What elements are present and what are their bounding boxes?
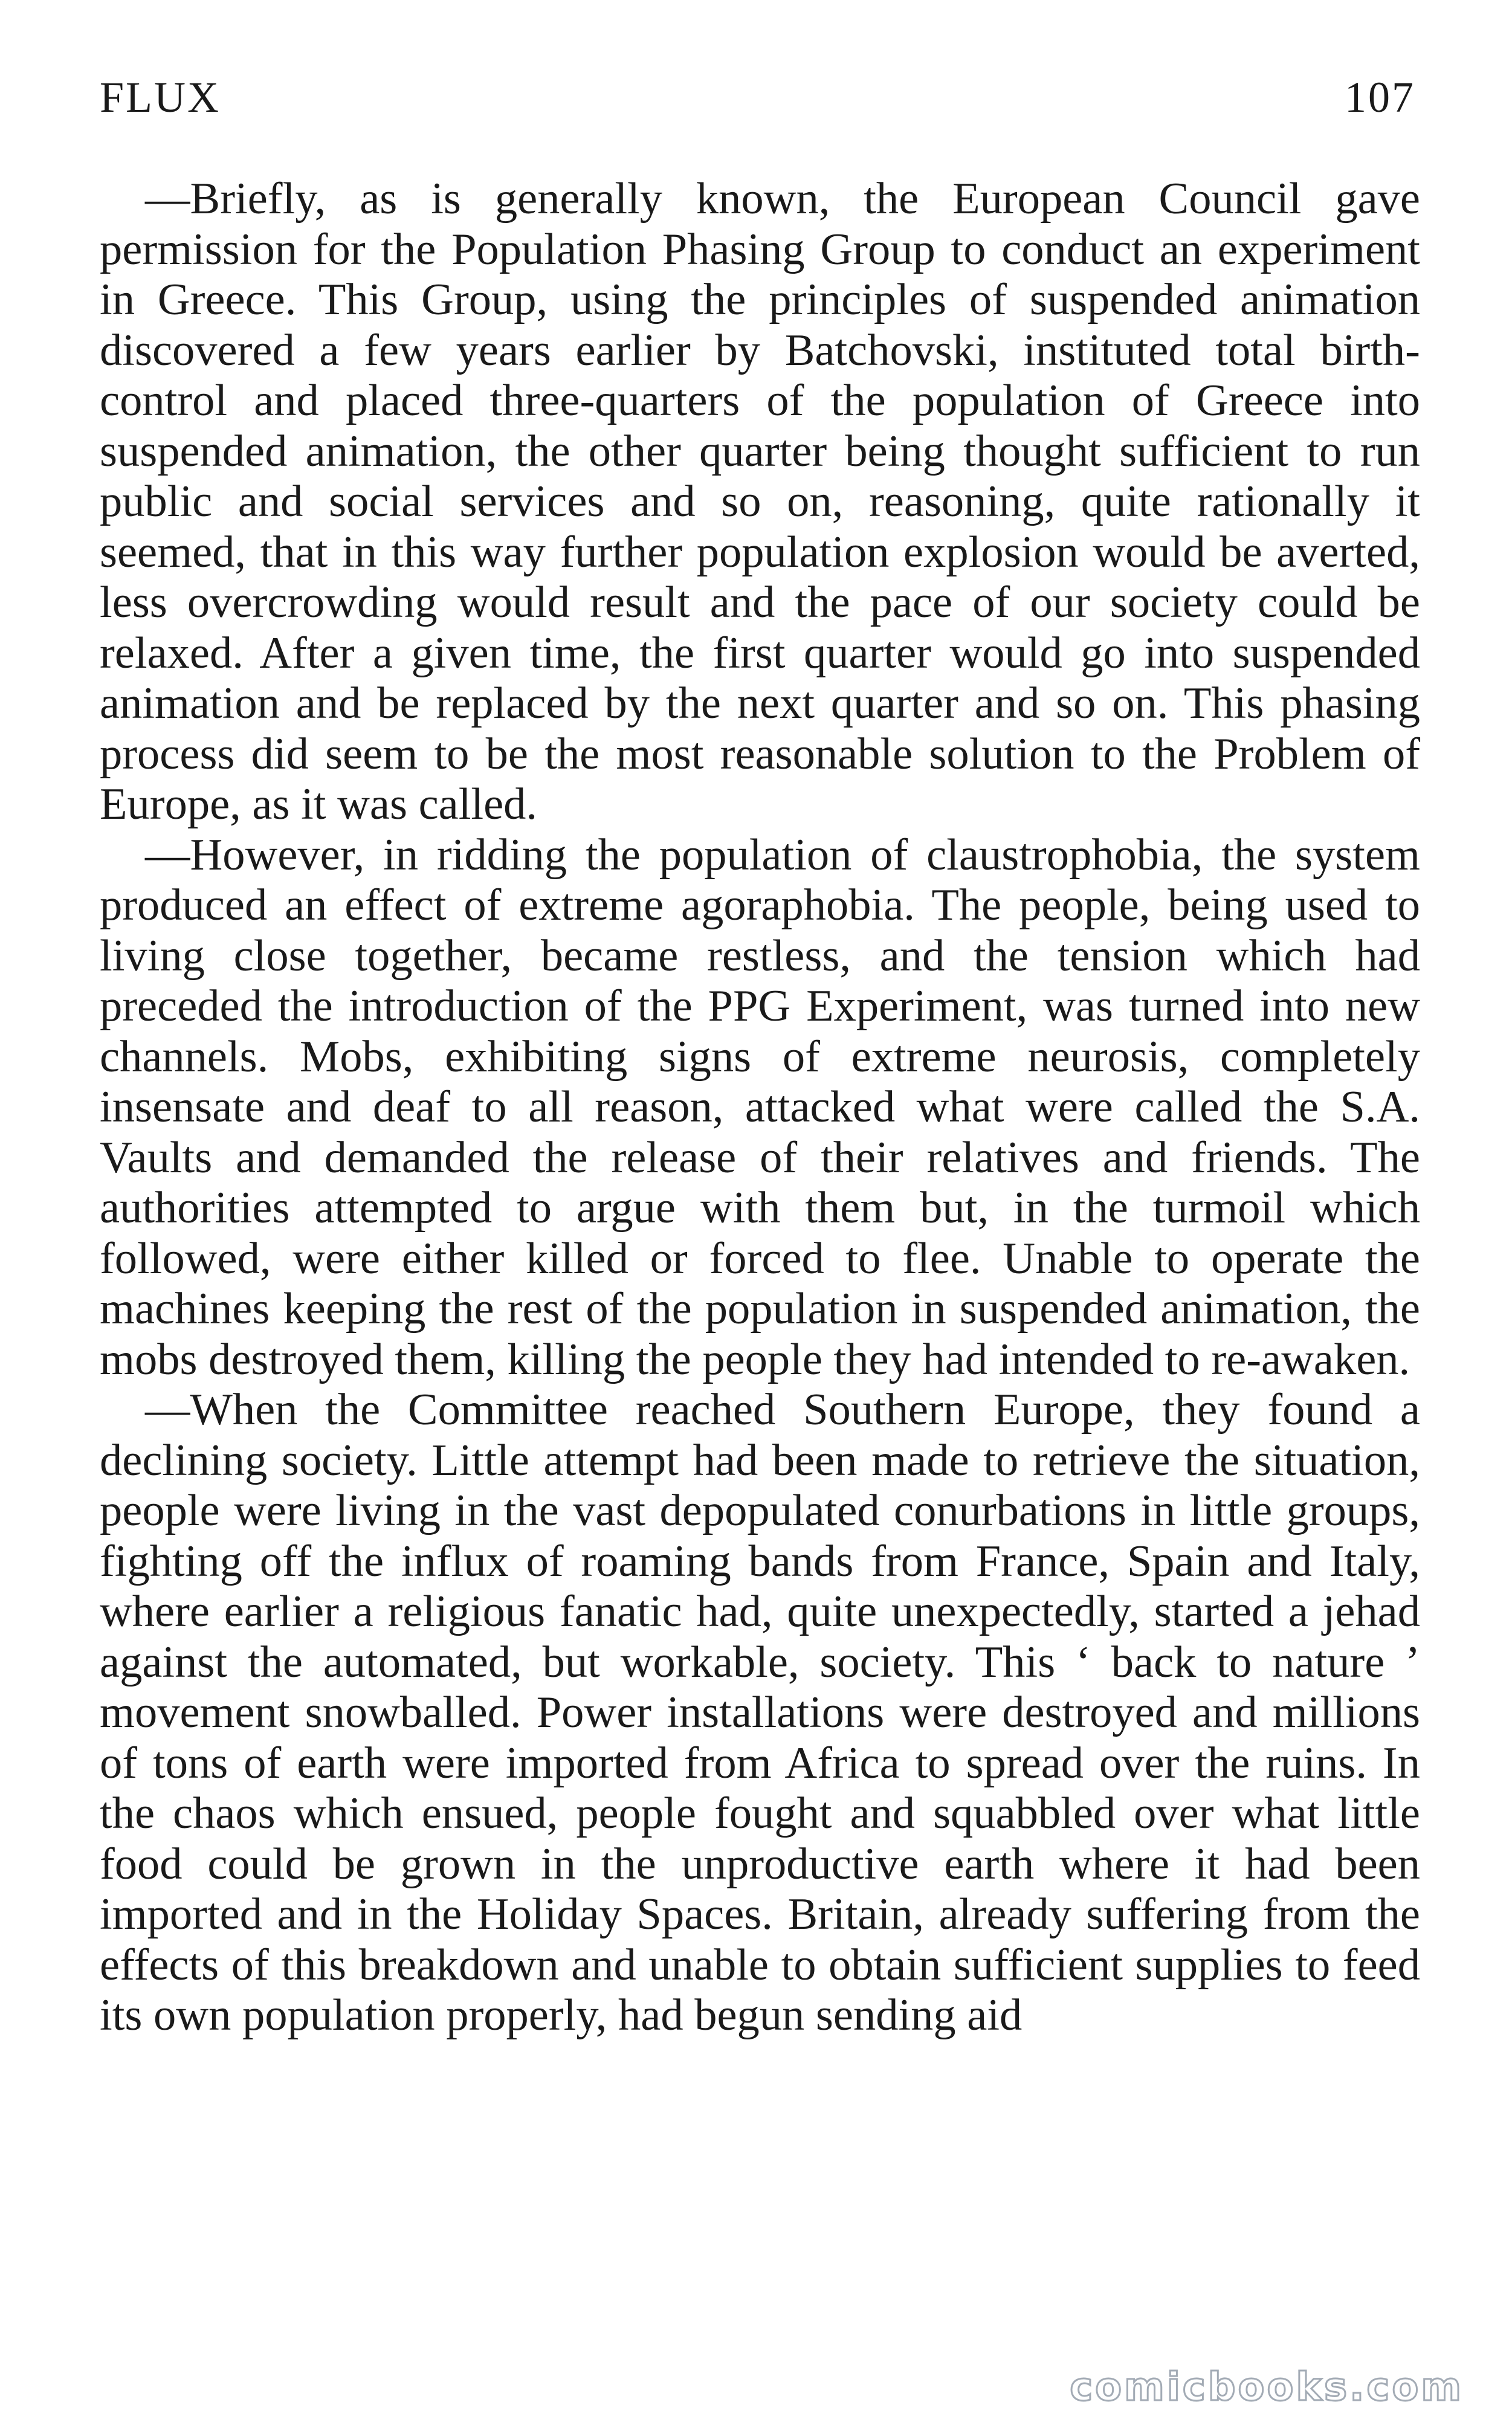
page-number: 107 <box>1345 73 1415 121</box>
paragraph: —Briefly, as is generally known, the European Council gave permission for the Population Phasing Group to conduct an experiment in Greece. This Group, using the principles of suspended animation discovered a few years earlier by Batchovski, instituted total birth-control and placed three-quarters of the population of Greece into suspended animation, the other quarter being thought sufficient to run public and social services and so on, reasoning, quite rationally it seemed, that in this way further population explosion would be averted, less overcrowding would result and the pace of our society could be relaxed. After a given time, the first quarter would go into suspended animation and be replaced by the next quarter and so on. This phasing process did seem to be the most reasonable solution to the Problem of Europe, as it was called. <box>100 174 1420 829</box>
running-head <box>100 73 1415 133</box>
running-title: FLUX <box>100 73 221 121</box>
body-text <box>100 174 1420 2041</box>
watermark: comicbooks.com <box>1070 2365 1464 2410</box>
paragraph: —When the Committee reached Southern Europe, they found a declining society. Little attempt had been made to retrieve the situation, people were living in the vast depopulated conurbations in little groups, fighting off the influx of roaming bands from France, Spain and Italy, where earlier a religious fanatic had, quite unexpectedly, started a jehad against the automated, but workable, society. This ‘ back to nature ’ movement snowballed. Power installations were destroyed and millions of tons of earth were imported from Africa to spread over the ruins. In the chaos which ensued, people fought and squabbled over what little food could be grown in the unproductive earth where it had been imported and in the Holiday Spaces. Britain, already suffering from the effects of this breakdown and unable to obtain sufficient supplies to feed its own population properly, had begun sending aid <box>100 1385 1420 2040</box>
paragraph: —However, in ridding the population of claustrophobia, the system produced an effect of extreme agoraphobia. The people, being used to living close together, became restless, and the tension which had preceded the introduction of the PPG Experiment, was turned into new channels. Mobs, exhibiting signs of extreme neurosis, completely insensate and deaf to all reason, attacked what were called the S.A. Vaults and demanded the release of their relatives and friends. The authorities attempted to argue with them but, in the turmoil which followed, were either killed or forced to flee. Unable to operate the machines keeping the rest of the population in suspended animation, the mobs destroyed them, killing the people they had intended to re-awaken. <box>100 830 1420 1384</box>
